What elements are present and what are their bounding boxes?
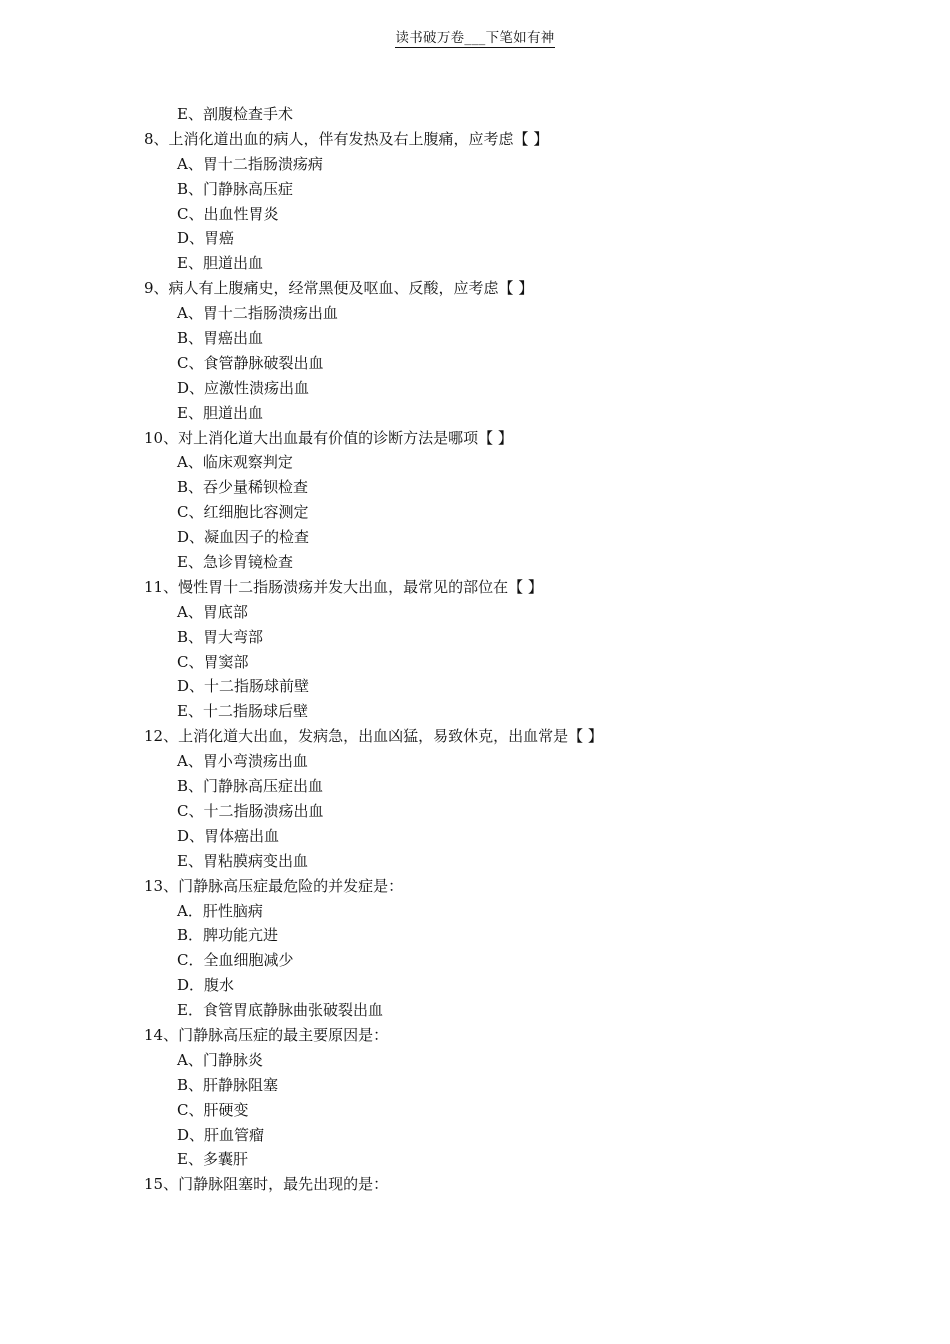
answer-option: E．食管胃底静脉曲张破裂出血 — [177, 1001, 383, 1020]
answer-option: B、门静脉高压症 — [177, 179, 294, 198]
answer-option: D、应激性溃疡出血 — [177, 378, 310, 397]
answer-option: D．腹水 — [177, 976, 235, 995]
answer-option: C、十二指肠溃疡出血 — [177, 801, 324, 820]
answer-option: A、临床观察判定 — [177, 453, 293, 472]
answer-option: A、胃底部 — [177, 602, 248, 621]
answer-option: B．脾功能亢进 — [177, 926, 279, 945]
answer-option: B、门静脉高压症出血 — [177, 777, 324, 796]
answer-option: D、凝血因子的检查 — [177, 528, 310, 547]
answer-option: D、胃体癌出血 — [177, 826, 280, 845]
answer-option: E、剖腹检查手术 — [177, 105, 293, 123]
answer-option: E、多囊肝 — [177, 1150, 248, 1169]
question-stem: 15、门静脉阻塞时，最先出现的是： — [144, 1175, 389, 1194]
answer-option: A、胃小弯溃疡出血 — [177, 752, 308, 771]
question-stem: 12、上消化道大出血，发病急，出血凶猛，易致休克，出血常是【 】 — [144, 727, 603, 746]
question-stem: 9、病人有上腹痛史，经常黑便及呕血、反酸，应考虑【 】 — [144, 279, 534, 298]
answer-option: E、急诊胃镜检查 — [177, 553, 293, 572]
answer-option: D、十二指肠球前壁 — [177, 677, 310, 696]
answer-option: C、出血性胃炎 — [177, 204, 279, 223]
answer-option: C、红细胞比容测定 — [177, 503, 309, 522]
answer-option: D、胃癌 — [177, 229, 235, 248]
question-stem: 13、门静脉高压症最危险的并发症是： — [144, 876, 404, 895]
answer-option: C、肝硬变 — [177, 1100, 249, 1119]
question-stem: 14、门静脉高压症的最主要原因是： — [144, 1025, 389, 1044]
answer-option: C、胃窦部 — [177, 652, 249, 671]
question-stem: 10、对上消化道大出血最有价值的诊断方法是哪项【 】 — [144, 428, 513, 447]
answer-option: B、吞少量稀钡检查 — [177, 478, 309, 497]
answer-option: E、胆道出血 — [177, 403, 263, 422]
answer-option: B、胃大弯部 — [177, 627, 264, 646]
question-stem: 11、慢性胃十二指肠溃疡并发大出血，最常见的部位在【 】 — [144, 577, 543, 596]
question-stem: 8、上消化道出血的病人，伴有发热及右上腹痛，应考虑【 】 — [144, 129, 549, 148]
question-list — [144, 102, 844, 1197]
answer-option: E、胆道出血 — [177, 254, 263, 273]
answer-option: A．肝性脑病 — [177, 901, 263, 920]
header-text: 读书破万卷___下笔如有神 — [395, 30, 555, 46]
answer-option: A、胃十二指肠溃疡出血 — [177, 304, 338, 323]
answer-option: B、胃癌出血 — [177, 329, 264, 348]
answer-option: D、肝血管瘤 — [177, 1125, 265, 1144]
answer-option: C．全血细胞减少 — [177, 951, 294, 970]
answer-option: E、十二指肠球后壁 — [177, 702, 308, 721]
answer-option: C、食管静脉破裂出血 — [177, 353, 324, 372]
answer-option: A、胃十二指肠溃疡病 — [177, 154, 323, 173]
answer-option: A、门静脉炎 — [177, 1050, 263, 1069]
page-header — [0, 26, 950, 46]
answer-option: E、胃粘膜病变出血 — [177, 851, 308, 870]
answer-option: B、肝静脉阻塞 — [177, 1075, 279, 1094]
